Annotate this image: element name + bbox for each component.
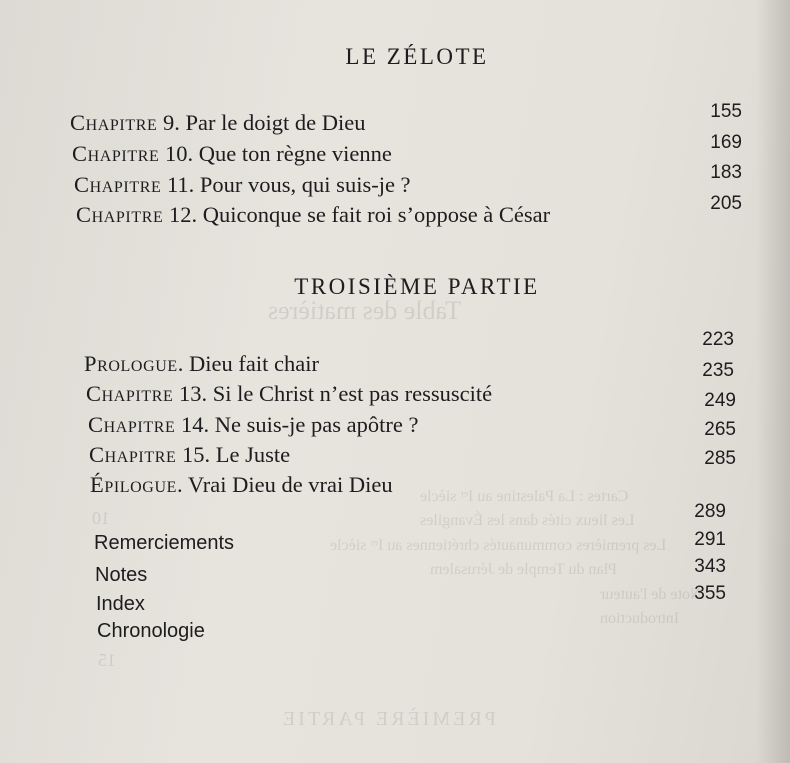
toc-entry: Chapitre 15. Le Juste xyxy=(89,442,291,467)
entry-number: 12 xyxy=(169,202,192,227)
entry-page: 265 xyxy=(704,419,736,440)
back-matter-title: Remerciements xyxy=(94,532,235,554)
entry-page: 235 xyxy=(702,360,734,381)
show-through-line: Plan du Temple de Jérusalem xyxy=(430,561,617,578)
section-title: TROISIÈME PARTIE xyxy=(294,274,540,299)
show-through-line: Les premières communautés chrétiennes au Iᵉʳ siècle xyxy=(330,537,667,554)
entry-page: 169 xyxy=(710,132,742,153)
entry-kind: Épilogue xyxy=(90,472,177,497)
toc-entry: Chapitre 11. Pour vous, qui suis-je ? xyxy=(74,172,411,197)
show-through-part: PREMIÈRE PARTIE xyxy=(280,708,496,730)
show-through-line: Les lieux cités dans les Évangiles xyxy=(420,512,635,529)
back-matter-title: Notes xyxy=(95,564,148,586)
back-matter-page: 343 xyxy=(694,556,726,577)
back-matter-page: 291 xyxy=(694,529,726,550)
show-through-number: 15 xyxy=(98,650,116,670)
entry-page: 285 xyxy=(704,448,736,469)
entry-title: Dieu fait chair xyxy=(189,351,319,376)
back-matter-title: Chronologie xyxy=(97,620,205,642)
entry-title: Le Juste xyxy=(215,442,291,467)
entry-number: 10 xyxy=(165,141,188,166)
show-through-number: 10 xyxy=(92,508,110,528)
entry-title: Quiconque se fait roi s’oppose à César xyxy=(202,202,551,227)
entry-title: Vrai Dieu de vrai Dieu xyxy=(187,472,393,497)
back-matter-page: 289 xyxy=(694,501,726,522)
entry-kind: Chapitre xyxy=(88,412,176,437)
entry-page: 183 xyxy=(710,162,742,183)
entry-page: 223 xyxy=(702,329,734,350)
entry-title: Que ton règne vienne xyxy=(198,141,392,166)
entry-kind: Chapitre xyxy=(89,442,177,467)
entry-title: Pour vous, qui suis-je ? xyxy=(199,172,411,197)
toc-entry: Chapitre 12. Quiconque se fait roi s’oppose à César xyxy=(76,202,551,227)
entry-page: 205 xyxy=(710,193,742,214)
entry-number: 15 xyxy=(182,442,205,467)
entry-number: 14 xyxy=(181,412,204,437)
entry-kind: Prologue xyxy=(84,351,178,376)
entry-number: 13 xyxy=(179,381,202,406)
entry-page: 155 xyxy=(710,101,742,122)
page-edge-shadow xyxy=(756,0,790,763)
toc-entry: Épilogue. Vrai Dieu de vrai Dieu xyxy=(90,472,393,497)
entry-title: Ne suis-je pas apôtre ? xyxy=(214,412,419,437)
toc-entry: Prologue. Dieu fait chair xyxy=(84,351,319,376)
toc-entry: Chapitre 14. Ne suis-je pas apôtre ? xyxy=(88,412,419,437)
entry-page: 249 xyxy=(704,390,736,411)
entry-kind: Chapitre xyxy=(70,110,158,135)
section-title: LE ZÉLOTE xyxy=(345,44,489,69)
entry-kind: Chapitre xyxy=(74,172,162,197)
entry-kind: Chapitre xyxy=(72,141,160,166)
show-through-heading: Table des matières xyxy=(268,296,462,325)
show-through-line: Cartes : La Palestine au Iᵉʳ siècle xyxy=(420,488,629,505)
back-matter-title: Index xyxy=(96,593,145,615)
entry-title: Si le Christ n’est pas ressuscité xyxy=(212,381,493,406)
show-through-line: Note de l'auteur xyxy=(600,586,702,603)
entry-title: Par le doigt de Dieu xyxy=(185,110,366,135)
entry-kind: Chapitre xyxy=(76,202,164,227)
toc-entry: Chapitre 9. Par le doigt de Dieu xyxy=(70,110,366,135)
entry-number: 11 xyxy=(167,172,189,197)
toc-entry: Chapitre 13. Si le Christ n’est pas ressuscité xyxy=(86,381,493,406)
entry-number: 9 xyxy=(163,110,175,135)
show-through-line: Introduction xyxy=(600,610,680,627)
entry-kind: Chapitre xyxy=(86,381,174,406)
toc-entry: Chapitre 10. Que ton règne vienne xyxy=(72,141,392,166)
back-matter-page: 355 xyxy=(694,583,726,604)
